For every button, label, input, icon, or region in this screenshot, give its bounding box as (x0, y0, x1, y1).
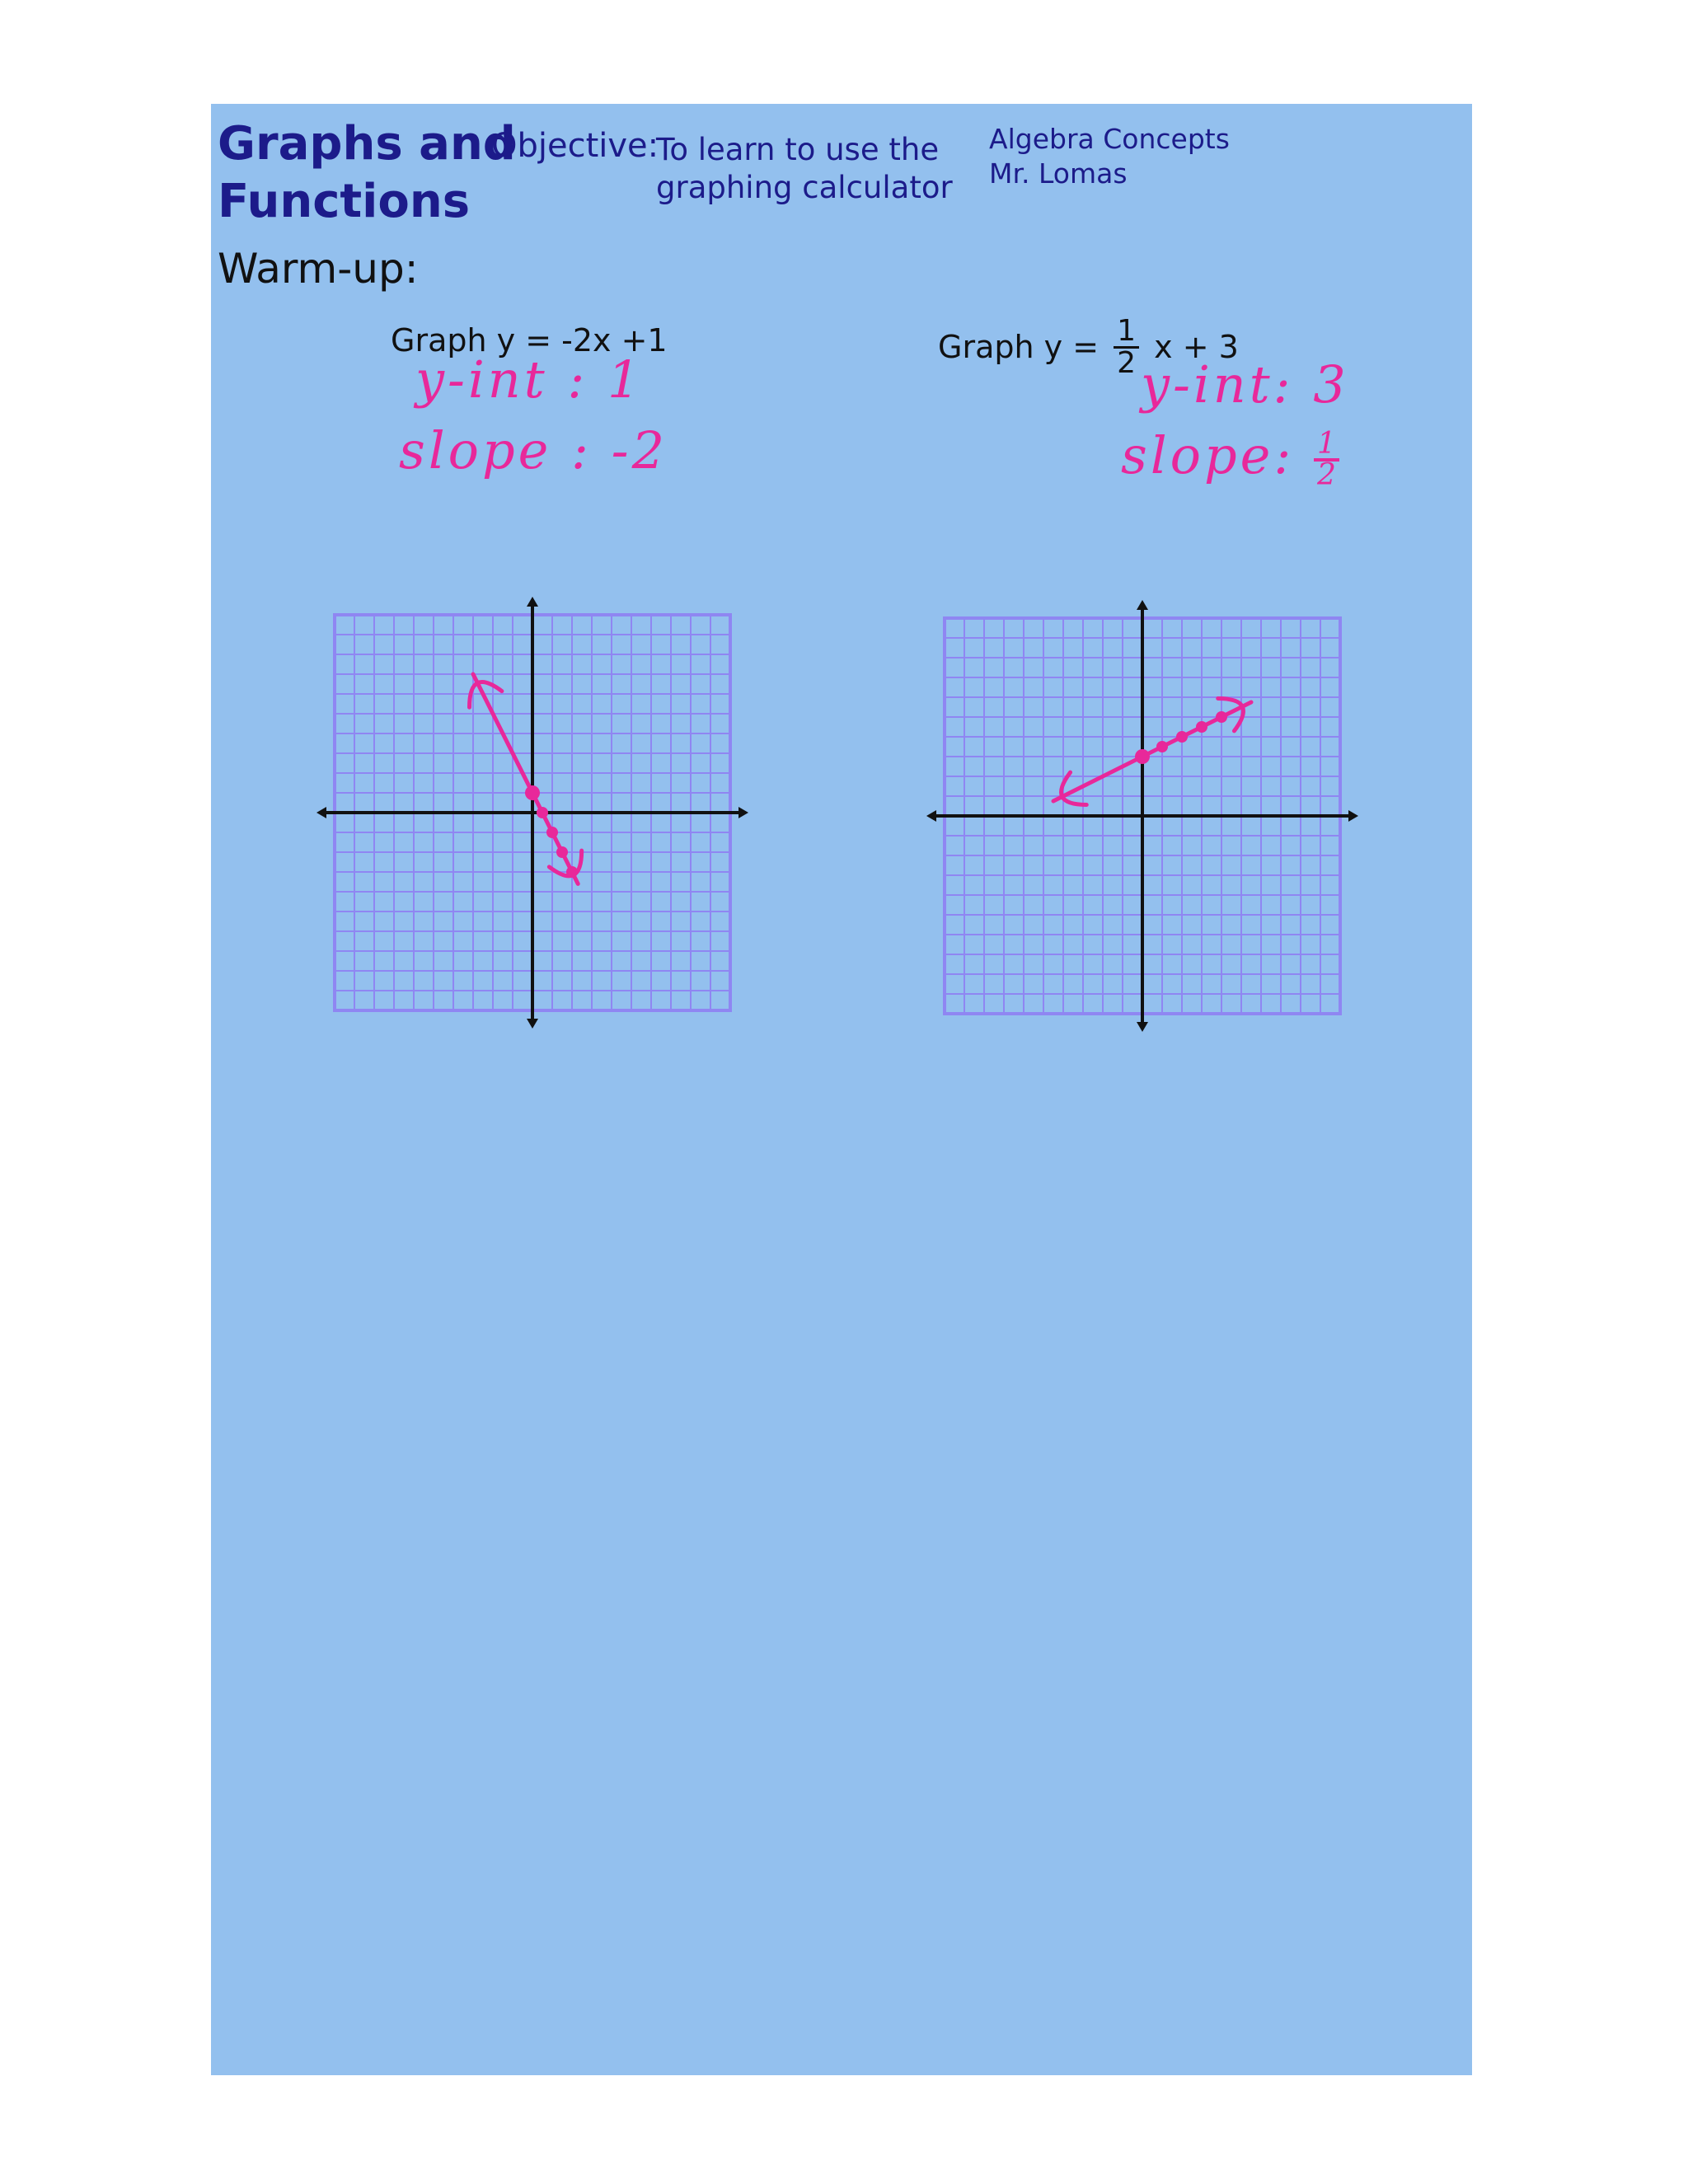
problem-2-fraction-denominator: 2 (1117, 346, 1137, 380)
course-name: Algebra Concepts (989, 123, 1230, 155)
objective-label: Objective: (491, 127, 659, 165)
x-axis-arrow-left (316, 807, 326, 818)
worksheet-page (211, 104, 1472, 2075)
problem-2-slope-note (1121, 427, 1339, 490)
problem-2-fraction-numerator: 1 (1114, 316, 1139, 349)
problem-2-slope-denominator: 2 (1316, 457, 1336, 492)
plotted-point (1196, 721, 1207, 733)
objective-line-2: graphing calculator (656, 170, 953, 205)
y-axis-arrow-up (1137, 600, 1148, 610)
problem-1-coordinate-grid (310, 483, 755, 1043)
x-axis-arrow-left (926, 810, 936, 822)
problem-2-fraction (1114, 316, 1139, 378)
x-axis-arrow-right (738, 807, 748, 818)
y-axis-arrow-down (527, 1019, 538, 1029)
problem-2-slope-numerator: 1 (1314, 430, 1339, 462)
plotted-point (1135, 749, 1150, 764)
y-axis-arrow-up (527, 597, 538, 607)
title-line-1: Graphs and (218, 117, 516, 171)
plotted-point (1176, 731, 1188, 743)
plotted-point (525, 785, 540, 800)
x-axis-arrow-right (1348, 810, 1358, 822)
problem-2-slope-prefix: slope: (1121, 425, 1314, 485)
plotted-point (566, 866, 578, 878)
plotted-point (546, 827, 558, 838)
problem-2-yint-note: y-int: 3 (1141, 354, 1349, 415)
title-line-2: Functions (218, 175, 471, 228)
problem-1-prompt: Graph y = -2x +1 (391, 322, 668, 359)
problem-2-coordinate-grid (920, 483, 1365, 1043)
objective-line-1: To learn to use the (656, 132, 940, 167)
plotted-point (537, 807, 548, 818)
problem-1-yint-note: y-int : 1 (415, 349, 644, 410)
problem-2-slope-fraction (1314, 426, 1339, 492)
teacher-name: Mr. Lomas (989, 157, 1128, 190)
problem-2-prompt-suffix: x + 3 (1154, 329, 1239, 365)
problem-2-prompt-prefix: Graph y = (938, 329, 1109, 365)
problem-1-slope-note: slope : -2 (399, 420, 668, 480)
plotted-point (1156, 741, 1168, 752)
warmup-label: Warm-up: (218, 245, 419, 293)
plotted-point (556, 846, 568, 858)
plotted-point (1216, 711, 1227, 723)
y-axis-arrow-down (1137, 1022, 1148, 1032)
